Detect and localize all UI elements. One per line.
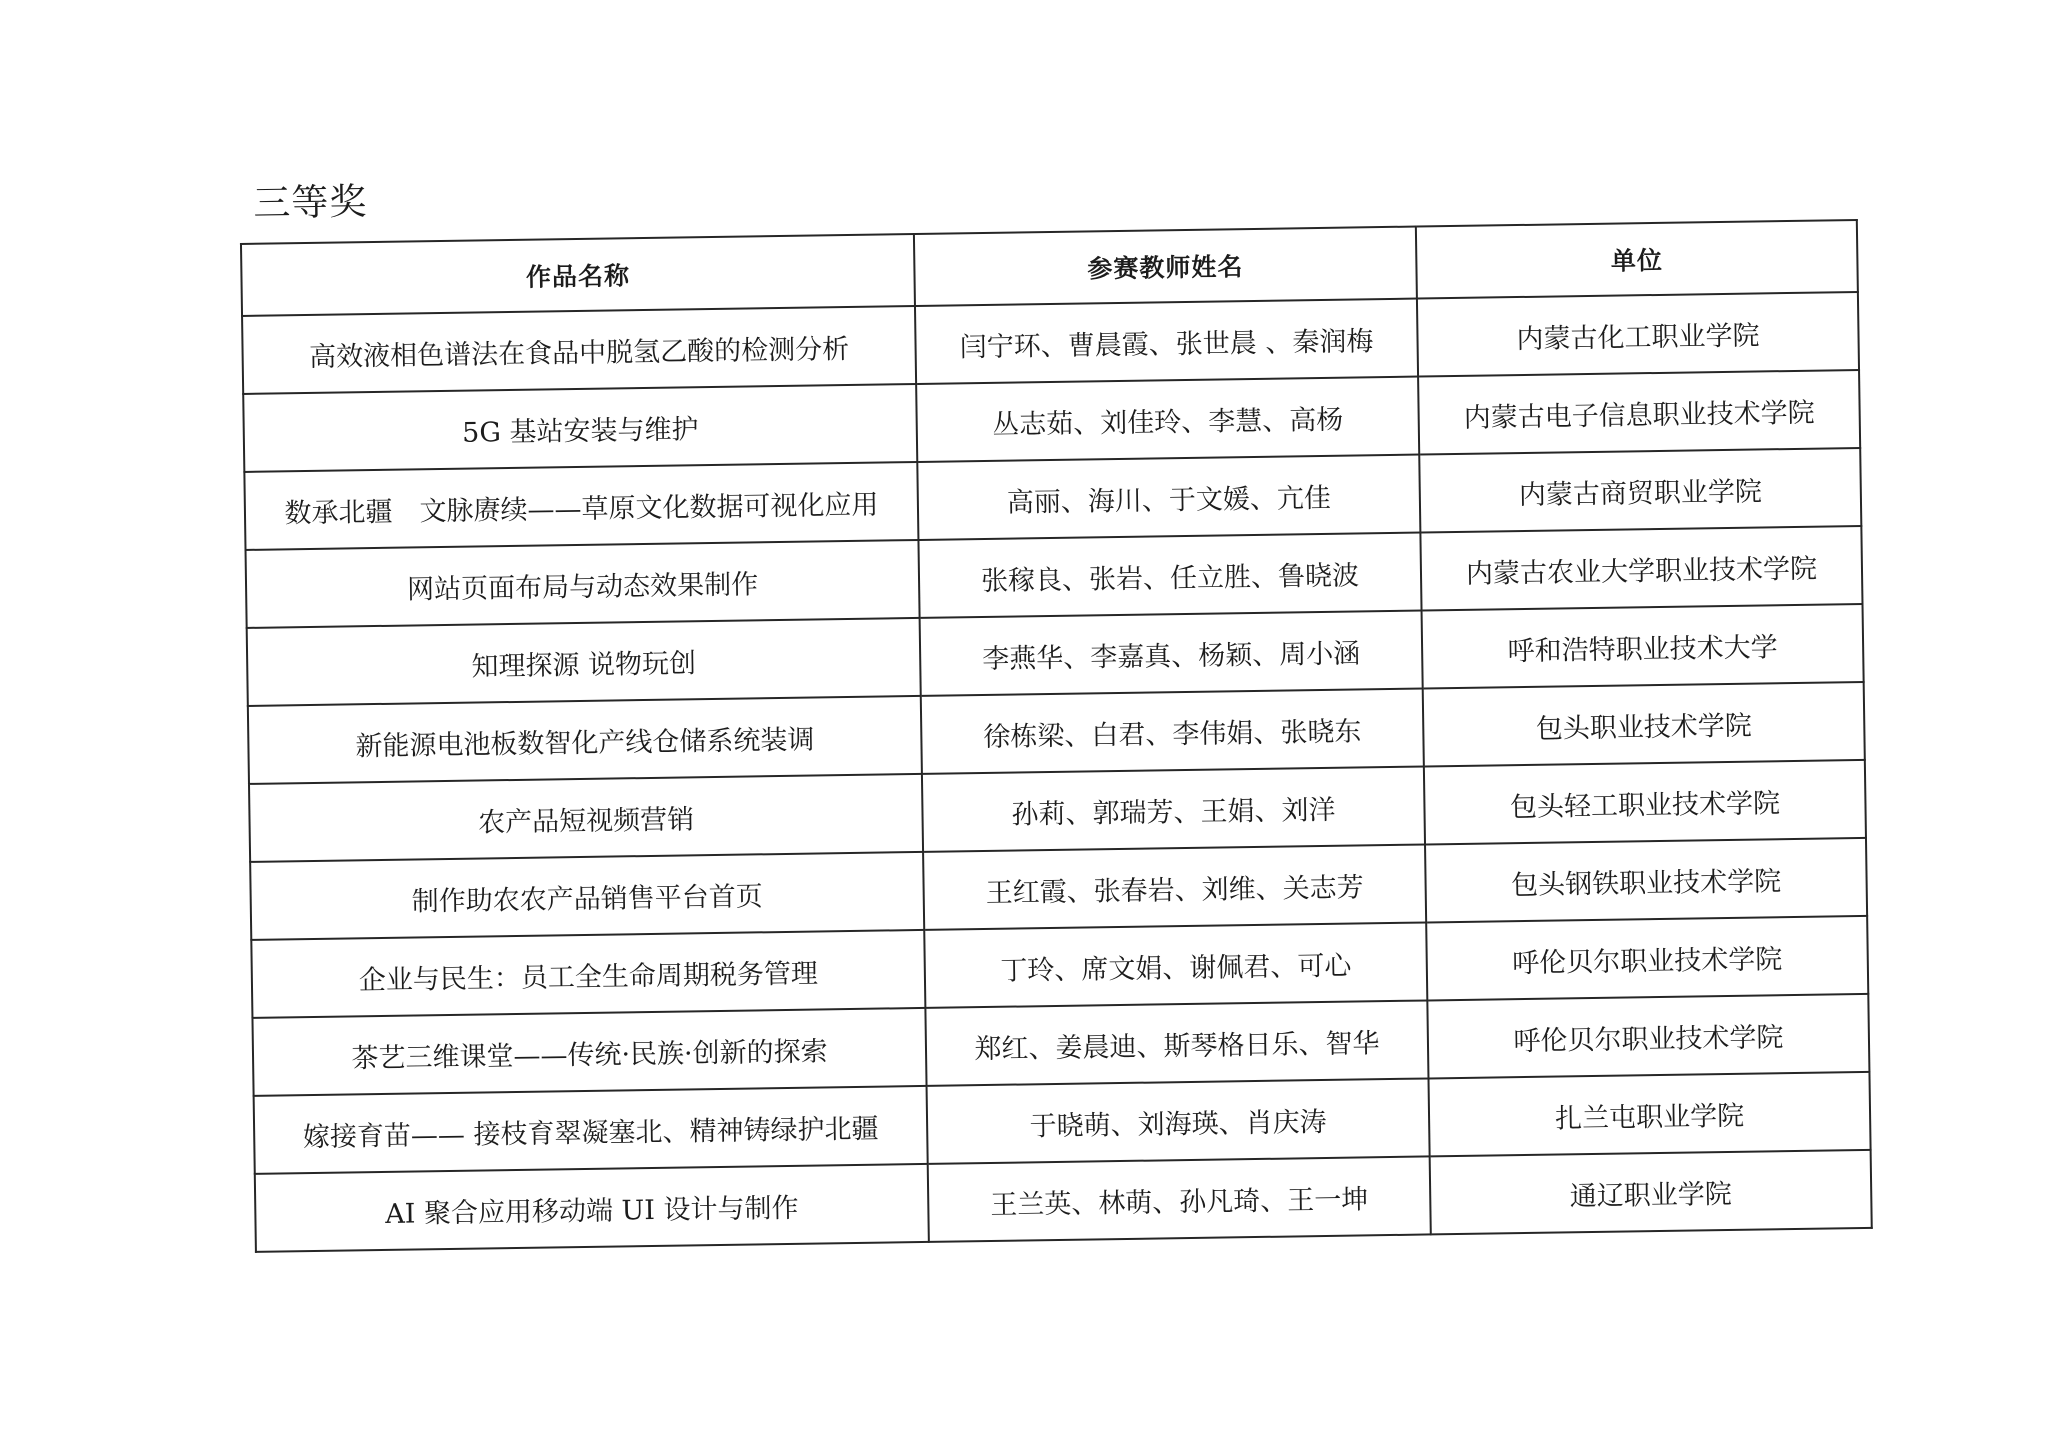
- unit-cell: 包头轻工职业技术学院: [1424, 760, 1866, 845]
- unit-cell: 内蒙古电子信息职业技术学院: [1418, 370, 1860, 455]
- teachers-cell: 丁玲、席文娟、谢佩君、可心: [924, 922, 1427, 1007]
- work-title-cell: 高效液相色谱法在食品中脱氢乙酸的检测分析: [242, 306, 916, 394]
- teachers-cell: 王兰英、林萌、孙凡琦、王一坤: [928, 1156, 1431, 1241]
- unit-cell: 通辽职业学院: [1430, 1150, 1872, 1235]
- unit-cell: 内蒙古农业大学职业技术学院: [1420, 526, 1862, 611]
- unit-cell: 呼伦贝尔职业技术学院: [1426, 916, 1868, 1001]
- teachers-cell: 李燕华、李嘉真、杨颖、周小涵: [920, 611, 1423, 696]
- work-title-cell: 企业与民生：员工全生命周期税务管理: [251, 930, 925, 1018]
- teachers-cell: 丛志茹、刘佳玲、李慧、高杨: [916, 377, 1419, 462]
- unit-cell: 包头职业技术学院: [1423, 682, 1865, 767]
- teachers-cell: 于晓萌、刘海瑛、肖庆涛: [927, 1078, 1430, 1163]
- award-title: 三等奖: [253, 180, 368, 225]
- work-title-cell: 网站页面布局与动态效果制作: [246, 540, 920, 628]
- unit-cell: 扎兰屯职业学院: [1428, 1072, 1870, 1157]
- unit-cell: 内蒙古化工职业学院: [1417, 292, 1859, 377]
- teachers-cell: 高丽、海川、于文媛、亢佳: [917, 455, 1420, 540]
- teachers-cell: 张稼良、张岩、任立胜、鲁晓波: [918, 533, 1421, 618]
- work-title-cell: 数承北疆 文脉赓续——草原文化数据可视化应用: [244, 462, 918, 550]
- teachers-cell: 王红霞、张春岩、刘维、关志芳: [923, 844, 1426, 929]
- teachers-cell: 徐栋梁、白君、李伟娟、张晓东: [921, 688, 1424, 773]
- work-title-cell: AI 聚合应用移动端 UI 设计与制作: [255, 1164, 929, 1252]
- unit-cell: 包头钢铁职业技术学院: [1425, 838, 1867, 923]
- document-sheet: [239, 154, 1895, 1253]
- unit-cell: 呼和浩特职业技术大学: [1422, 604, 1864, 689]
- teachers-cell: 孙莉、郭瑞芳、王娟、刘洋: [922, 766, 1425, 851]
- work-title-cell: 知理探源 说物玩创: [247, 618, 921, 706]
- header-cell-teachers: 参赛教师姓名: [914, 227, 1417, 306]
- teachers-cell: 郑红、姜晨迪、斯琴格日乐、智华: [925, 1000, 1428, 1085]
- work-title-cell: 5G 基站安装与维护: [243, 384, 917, 472]
- work-title-cell: 农产品短视频营销: [249, 774, 923, 862]
- work-title-cell: 嫁接育苗—— 接枝育翠凝塞北、精神铸绿护北疆: [254, 1086, 928, 1174]
- teachers-cell: 闫宁环、曹晨霞、张世晨 、秦润梅: [915, 299, 1418, 384]
- awards-table: [240, 219, 1873, 1253]
- work-title-cell: 制作助农农产品销售平台首页: [250, 852, 924, 940]
- header-cell-work: 作品名称: [241, 234, 915, 316]
- unit-cell: 内蒙古商贸职业学院: [1419, 448, 1861, 533]
- unit-cell: 呼伦贝尔职业技术学院: [1427, 994, 1869, 1079]
- work-title-cell: 新能源电池板数智化产线仓储系统装调: [248, 696, 922, 784]
- work-title-cell: 茶艺三维课堂——传统·民族·创新的探索: [252, 1008, 926, 1096]
- header-cell-unit: 单位: [1416, 220, 1858, 299]
